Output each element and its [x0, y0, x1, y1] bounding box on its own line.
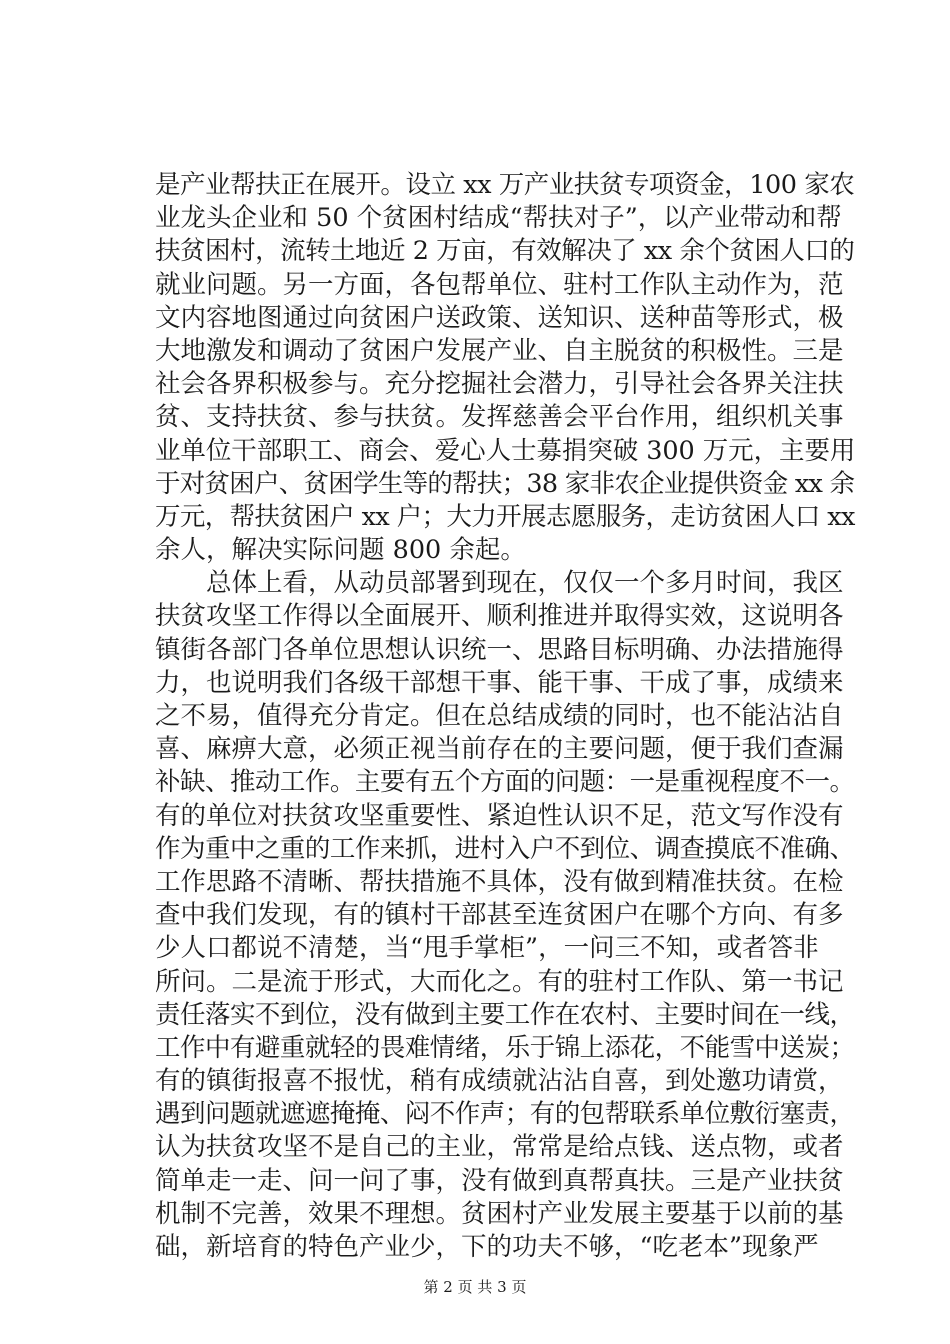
text-line: 之不易，值得充分肯定。但在总结成绩的同时，也不能沾沾自 — [155, 701, 844, 731]
text-line: 扶贫攻坚工作得以全面展开、顺利推进并取得实效，这说明各 — [155, 601, 844, 632]
text-line: 础，新培育的特色产业少，下的功夫不够，“吃老本”现象严 — [155, 1232, 819, 1262]
text-line: 认为扶贫攻坚不是自己的主业，常常是给点钱、送点物，或者 — [155, 1132, 844, 1163]
text-line: 总体上看，从动员部署到现在，仅仅一个多月时间，我区 — [155, 568, 844, 599]
text-line: 扶贫困村，流转土地近 2 万亩，有效解决了 xx 余个贫困人口的 — [155, 236, 855, 267]
text-line: 有的单位对扶贫攻坚重要性、紧迫性认识不足，范文写作没有 — [155, 800, 844, 831]
text-line: 业龙头企业和 50 个贫困村结成“帮扶对子”，以产业带动和帮 — [155, 203, 842, 234]
text-line: 少人口都说不清楚，当“甩手掌柜”，一问三不知，或者答非 — [155, 933, 819, 964]
text-line: 就业问题。另一方面，各包帮单位、驻村工作队主动作为，范 — [155, 269, 844, 300]
text-line: 查中我们发现，有的镇村干部甚至连贫困户在哪个方向、有多 — [155, 900, 844, 931]
text-line: 大地激发和调动了贫困户发展产业、自主脱贫的积极性。三是 — [155, 335, 844, 366]
text-line: 有的镇街报喜不报忧，稍有成绩就沾沾自喜，到处邀功请赏， — [155, 1066, 844, 1097]
text-line: 万元，帮扶贫困户 xx 户；大力开展志愿服务，走访贫困人口 xx — [155, 501, 855, 532]
text-line: 工作中有避重就轻的畏难情绪，乐于锦上添花，不能雪中送炭； — [155, 1032, 855, 1063]
text-line: 文内容地图通过向贫困户送政策、送知识、送种苗等形式，极 — [155, 302, 844, 333]
text-line: 镇街各部门各单位思想认识统一、思路目标明确、办法措施得 — [155, 634, 844, 665]
text-line: 是产业帮扶正在展开。设立 xx 万产业扶贫专项资金，100 家农 — [155, 170, 855, 200]
text-line: 补缺、推动工作。主要有五个方面的问题：一是重视程度不一。 — [155, 767, 855, 798]
text-line: 机制不完善，效果不理想。贫困村产业发展主要基于以前的基 — [155, 1198, 844, 1229]
text-line: 遇到问题就遮遮掩掩、闷不作声；有的包帮联系单位敷衍塞责， — [155, 1099, 855, 1130]
text-line: 贫、支持扶贫、参与扶贫。发挥慈善会平台作用，组织机关事 — [155, 402, 844, 433]
text-line: 喜、麻痹大意，必须正视当前存在的主要问题，便于我们查漏 — [155, 734, 844, 765]
text-line: 所问。二是流于形式，大而化之。有的驻村工作队、第一书记 — [155, 966, 844, 997]
text-line: 力，也说明我们各级干部想干事、能干事、干成了事，成绩来 — [155, 667, 844, 698]
text-line: 业单位干部职工、商会、爱心人士募捐突破 300 万元，主要用 — [155, 435, 856, 466]
text-line: 余人，解决实际问题 800 余起。 — [155, 535, 526, 566]
text-line: 于对贫困户、贫困学生等的帮扶；38 家非农企业提供资金 xx 余 — [155, 468, 855, 499]
text-line: 工作思路不清晰、帮扶措施不具体，没有做到精准扶贫。在检 — [155, 866, 844, 897]
body-text — [155, 169, 855, 1264]
page-footer: 第 2 页 共 3 页 — [423, 1278, 527, 1296]
text-line: 作为重中之重的工作来抓，进村入户不到位、调查摸底不准确、 — [155, 833, 855, 864]
text-line: 责任落实不到位，没有做到主要工作在农村、主要时间在一线， — [155, 999, 855, 1030]
text-line: 简单走一走、问一问了事，没有做到真帮真扶。三是产业扶贫 — [155, 1165, 844, 1196]
text-line: 社会各界积极参与。充分挖掘社会潜力，引导社会各界关注扶 — [155, 369, 844, 400]
